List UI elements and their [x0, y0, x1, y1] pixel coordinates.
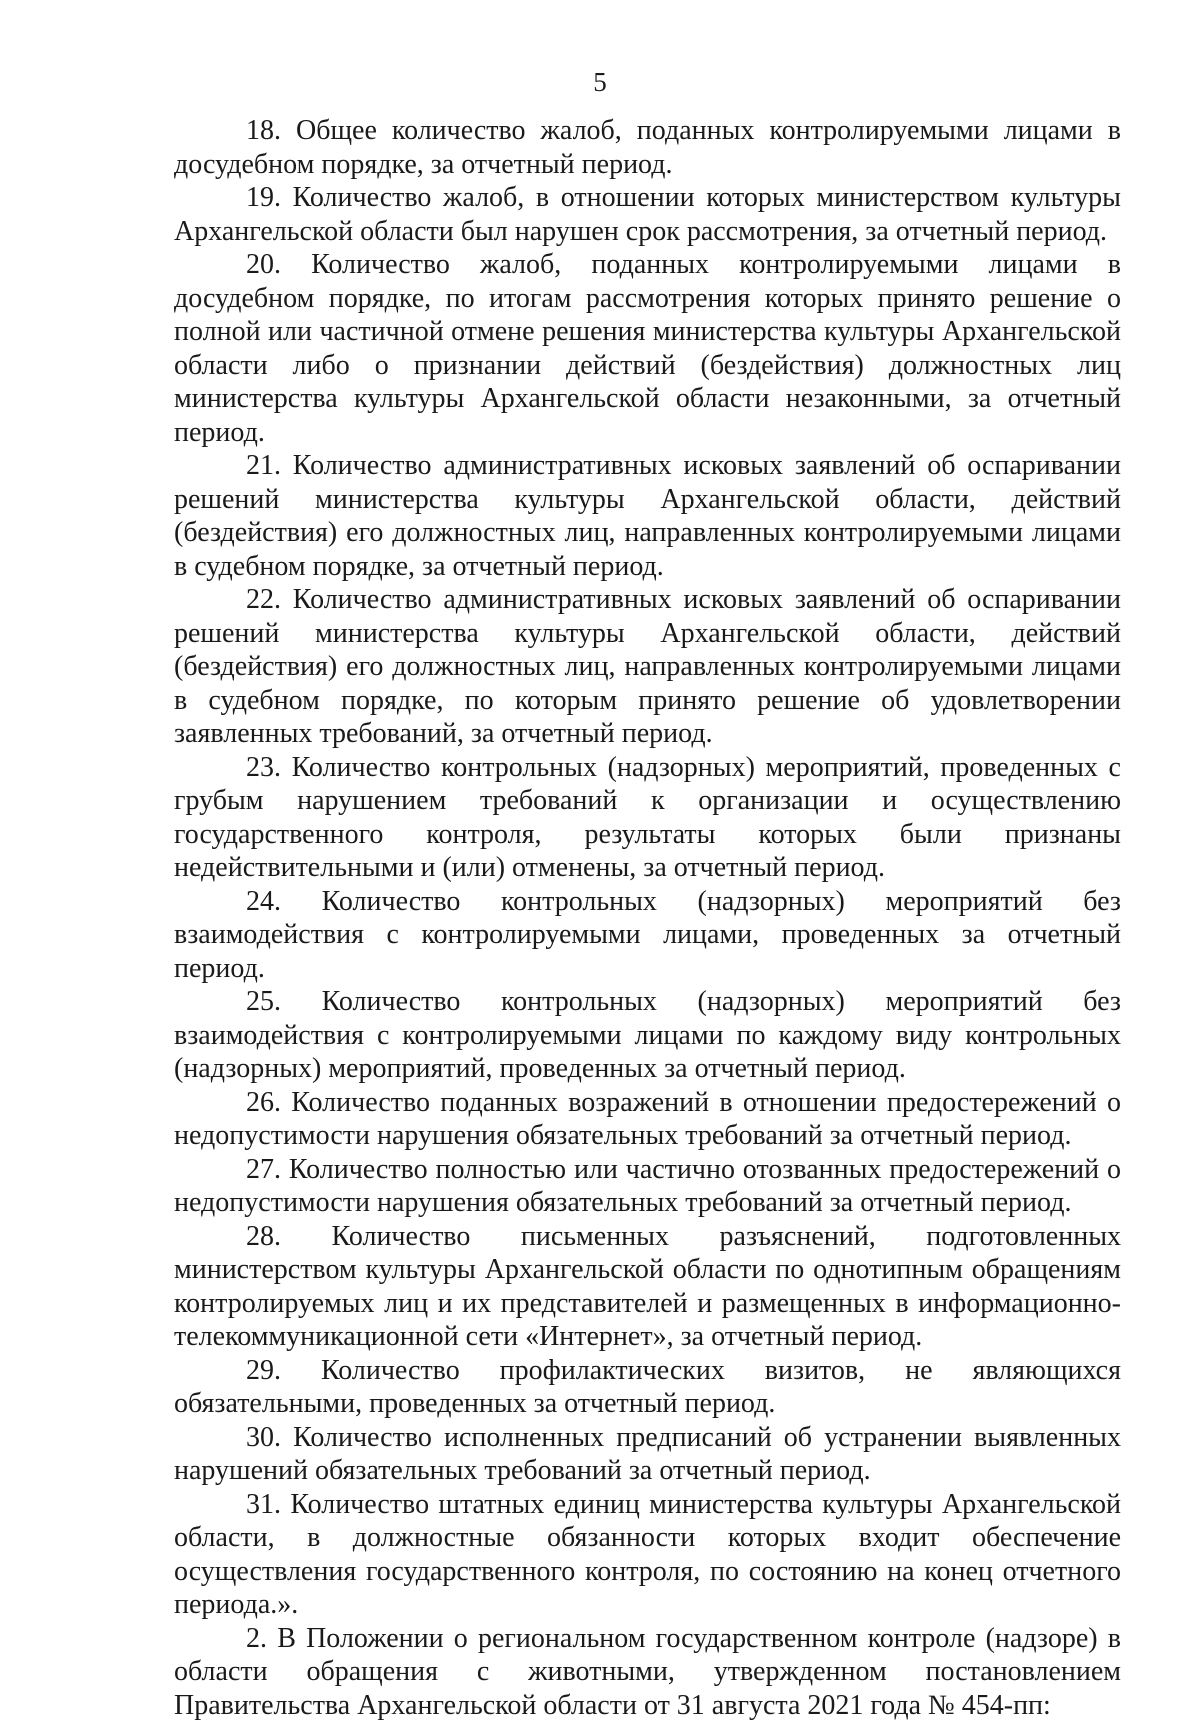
paragraph-item-25: 25. Количество контрольных (надзорных) мероприятий без взаимодействия с контролируемыми лицами по каждому виду контрольных (надзорных) мероприятий, проведенных за отчетный период.: [174, 985, 1121, 1086]
paragraph-item-24: 24. Количество контрольных (надзорных) мероприятий без взаимодействия с контролируемыми лицами, проведенных за отчетный период.: [174, 885, 1121, 986]
paragraph-item-18: 18. Общее количество жалоб, поданных контролируемыми лицами в досудебном порядке, за отчетный период.: [174, 114, 1121, 181]
paragraph-item-20: 20. Количество жалоб, поданных контролируемыми лицами в досудебном порядке, по итогам рассмотрения которых принято решение о полной или частичной отмене решения министерства культуры Архангельской области либо о признании действий (бездействия) должностных лиц министерства культуры Архангельской области незаконными, за отчетный период.: [174, 248, 1121, 449]
document-body: [174, 114, 1121, 1722]
paragraph-item-19: 19. Количество жалоб, в отношении которых министерством культуры Архангельской области был нарушен срок рассмотрения, за отчетный период.: [174, 181, 1121, 248]
paragraph-item-30: 30. Количество исполненных предписаний об устранении выявленных нарушений обязательных требований за отчетный период.: [174, 1421, 1121, 1488]
paragraph-item-21: 21. Количество административных исковых заявлений об оспаривании решений министерства культуры Архангельской области, действий (бездействия) его должностных лиц, направленных контролируемыми лицами в судебном порядке, за отчетный период.: [174, 449, 1121, 583]
paragraph-item-28: 28. Количество письменных разъяснений, подготовленных министерством культуры Архангельской области по однотипным обращениям контролируемых лиц и их представителей и размещенных в информационно-телекоммуникационной сети «Интернет», за отчетный период.: [174, 1220, 1121, 1354]
paragraph-item-23: 23. Количество контрольных (надзорных) мероприятий, проведенных с грубым нарушением требований к организации и осуществлению государственного контроля, результаты которых были признаны недействительными и (или) отменены, за отчетный период.: [174, 751, 1121, 885]
paragraph-section-2: 2. В Положении о региональном государственном контроле (надзоре) в области обращения с животными, утвержденном постановлением Правительства Архангельской области от 31 августа 2021 года № 454-пп:: [174, 1622, 1121, 1722]
paragraph-item-22: 22. Количество административных исковых заявлений об оспаривании решений министерства культуры Архангельской области, действий (бездействия) его должностных лиц, направленных контролируемыми лицами в судебном порядке, по которым принято решение об удовлетворении заявленных требований, за отчетный период.: [174, 583, 1121, 751]
paragraph-item-27: 27. Количество полностью или частично отозванных предостережений о недопустимости нарушения обязательных требований за отчетный период.: [174, 1153, 1121, 1220]
paragraph-item-26: 26. Количество поданных возражений в отношении предостережений о недопустимости нарушения обязательных требований за отчетный период.: [174, 1086, 1121, 1153]
page-number: 5: [0, 66, 1200, 98]
paragraph-item-29: 29. Количество профилактических визитов, не являющихся обязательными, проведенных за отчетный период.: [174, 1354, 1121, 1421]
paragraph-item-31: 31. Количество штатных единиц министерства культуры Архангельской области, в должностные обязанности которых входит обеспечение осуществления государственного контроля, по состоянию на конец отчетного периода.».: [174, 1488, 1121, 1622]
